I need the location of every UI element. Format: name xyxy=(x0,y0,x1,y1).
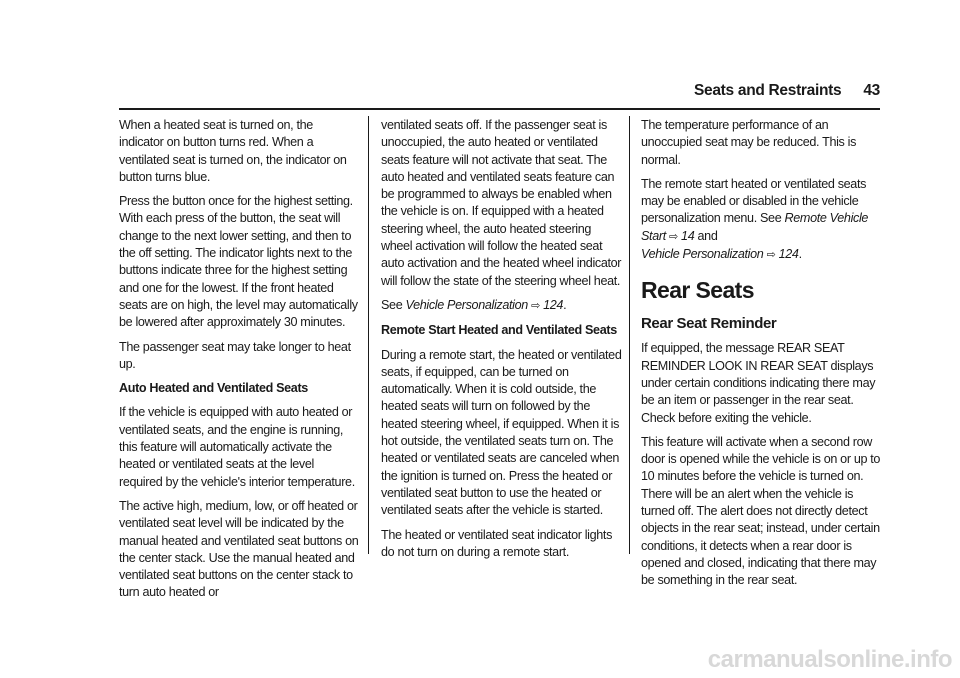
conjunction: and xyxy=(694,228,718,243)
page-ref-arrow-icon: ⇨ xyxy=(766,249,776,262)
paragraph-text: The remote start heated or ventilated seats may be enabled or disabled in the vehicle personalization menu. See xyxy=(641,176,867,226)
paragraph: If equipped, the message REAR SEAT REMINDER LOOK IN REAR SEAT displays under certain conditions indicating there may be an item or passenger in the rear seat. Check before exiting the vehicle. xyxy=(641,341,876,425)
link-remote-vehicle-start[interactable]: Remote Vehicle Start xyxy=(641,211,869,243)
page-ref-number[interactable]: 14 xyxy=(681,228,695,243)
section-heading-rear-seats: Rear Seats xyxy=(641,277,754,304)
page-ref-number[interactable]: 124 xyxy=(778,247,799,262)
subheading-auto-heated: Auto Heated and Ventilated Seats xyxy=(119,381,308,396)
page-ref-arrow-icon: ⇨ xyxy=(531,299,540,312)
subheading-remote-start: Remote Start Heated and Ventilated Seats xyxy=(381,323,617,338)
paragraph: Press the button once for the highest setting. With each press of the button, the seat will change to the next lower setting, and then to the off setting. The indicator lights next to the buttons indicate three for the highest setting and one for the lowest. If the front heated seats are on high, the level may automatically be lowered after approximately 30 minutes. xyxy=(119,194,358,330)
punctuation: . xyxy=(563,297,567,312)
page-header xyxy=(694,82,880,100)
column-divider xyxy=(368,116,369,554)
subsection-heading-rear-seat-reminder: Rear Seat Reminder xyxy=(641,315,777,333)
paragraph: The temperature performance of an unoccupied seat may be reduced. This is normal. xyxy=(641,118,857,167)
punctuation: . xyxy=(798,247,802,262)
watermark-logo: carmanualsonline.info xyxy=(707,646,952,673)
section-title: Seats and Restraints xyxy=(694,82,842,99)
paragraph: If the vehicle is equipped with auto heated or ventilated seats, and the engine is running, this feature will automatically activate the heated or ventilated seats at the level required by the vehicle's interior temperature. xyxy=(119,405,355,489)
column-2 xyxy=(381,110,623,568)
paragraph: When a heated seat is turned on, the indicator on button turns red. When a ventilated seat is turned on, the indicator on button turns blue. xyxy=(119,118,347,184)
see-reference xyxy=(381,297,623,315)
paragraph: The heated or ventilated seat indicator lights do not turn on during a remote start. xyxy=(381,527,613,559)
column-divider xyxy=(629,116,630,554)
column-1 xyxy=(119,110,359,609)
page-ref-number[interactable]: 124 xyxy=(543,297,564,312)
paragraph: The passenger seat may take longer to heat up. xyxy=(119,339,351,371)
link-vehicle-personalization[interactable]: Vehicle Personalization xyxy=(641,247,764,262)
paragraph: ventilated seats off. If the passenger seat is unoccupied, the auto heated or ventilated seats feature will not activate that seat. The auto heated and ventilated seats feature can be programmed to always be enabled when the vehicle is on. If equipped with a heated steering wheel, the auto heated steering wheel activation will follow the heated seat auto activation and the heated wheel indicator will follow the state of the steering wheel heat. xyxy=(381,118,622,288)
paragraph: The active high, medium, low, or off heated or ventilated seat level will be indicated by the manual heated and ventilated seat buttons on the center stack. Use the manual heated and ventilated seat buttons on the center stack to turn auto heated or xyxy=(119,498,359,600)
column-3 xyxy=(641,110,881,597)
paragraph: During a remote start, the heated or ventilated seats, if equipped, can be turned on automatically. When it is cold outside, the heated seats will turn on followed by the heated steering wheel, if equipped. When it is hot outside, the ventilated seats turn on. The heated or ventilated seats are canceled when the ignition is turned on. Press the heated or ventilated seat button to use the heated or ventilated seats after the vehicle is started. xyxy=(381,347,622,518)
paragraph: This feature will activate when a second row door is opened while the vehicle is on or up to 10 minutes before the vehicle is turned on. There will be an alert when the vehicle is turned off. The alert does not directly detect objects in the rear seat; instead, under certain conditions, it detects when a rear door is opened and closed, indicating that there may be something in the rear seat. xyxy=(641,434,881,588)
see-prefix: See xyxy=(381,297,406,312)
page-ref-arrow-icon: ⇨ xyxy=(669,230,678,243)
link-vehicle-personalization[interactable]: Vehicle Personalization xyxy=(405,297,528,312)
paragraph-with-refs xyxy=(641,176,881,264)
page-number: 43 xyxy=(863,82,880,99)
